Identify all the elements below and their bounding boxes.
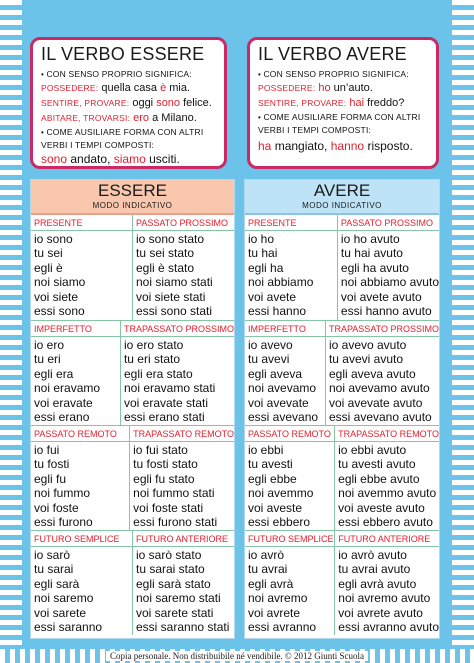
- verb-form: tu hai avuto: [340, 246, 403, 261]
- verb-form: voi eravate stati: [123, 395, 209, 410]
- verb-form: egli fu stato: [133, 471, 195, 486]
- verb-form: tu eri: [34, 352, 61, 367]
- avere-info-box: [247, 37, 439, 169]
- verb-form: egli ha: [248, 260, 284, 275]
- verb-form: egli aveva avuto: [328, 366, 416, 381]
- tense-block: [245, 320, 439, 425]
- verb-form: noi saremo: [34, 591, 94, 606]
- tense-column: [31, 215, 132, 320]
- tense-column: [245, 426, 334, 530]
- verb-form: voi foste stati: [133, 500, 204, 515]
- essere-info-box: [30, 37, 227, 169]
- verb-form: egli ha avuto: [340, 260, 409, 275]
- tense-block: [31, 530, 234, 635]
- essere-heading-1: • CON SENSO PROPRIO SIGNIFICA:: [41, 69, 192, 79]
- verb-form: noi abbiamo: [248, 275, 314, 290]
- verb-form: io avevo: [248, 338, 293, 352]
- tense-name: PRESENTE: [31, 217, 132, 231]
- verb-form: egli sarà stato: [136, 576, 211, 591]
- verb-form: tu avrai avuto: [338, 562, 411, 577]
- tense-name: FUTURO SEMPLICE: [245, 533, 334, 547]
- verb-form: noi avemmo: [248, 486, 314, 501]
- verb-form: io avrò avuto: [338, 548, 407, 562]
- left-stripe-border: [0, 0, 22, 663]
- tense-column: [245, 215, 337, 320]
- verb-form: voi foste: [34, 500, 79, 515]
- verb-form: tu fosti: [34, 457, 70, 472]
- verb-form: io ero: [34, 338, 65, 352]
- verb-form: essi hanno: [248, 304, 307, 319]
- verb-form: io ebbi avuto: [338, 443, 407, 457]
- verb-form: noi siamo: [34, 275, 86, 290]
- verb-form: essi sono stati: [136, 304, 213, 319]
- verb-form: tu hai: [248, 246, 278, 261]
- verb-form: essi avranno avuto: [338, 620, 439, 635]
- avere-table-verb: AVERE: [313, 181, 371, 200]
- verb-form: noi avevamo avuto: [328, 381, 430, 396]
- essere-example-3: ABITARE, TROVARSI: ero a Milano.: [41, 112, 197, 124]
- verb-form: noi saremo stati: [136, 591, 221, 606]
- verb-form: io sono: [34, 232, 73, 246]
- tense-column: [31, 426, 129, 530]
- tense-column: [132, 531, 234, 635]
- verb-form: io sarò: [34, 548, 71, 562]
- verb-form: essi avevano: [248, 410, 319, 425]
- tense-column: [325, 321, 439, 425]
- tense-name: FUTURO ANTERIORE: [133, 533, 234, 547]
- essere-example-1: POSSEDERE: quella casa è mia.: [41, 82, 191, 94]
- avere-table-mode: MODO INDICATIVO: [302, 201, 382, 210]
- tense-column: [129, 426, 234, 530]
- tense-column: [120, 321, 234, 425]
- verb-form: voi aveste avuto: [338, 500, 425, 515]
- verb-form: tu sarai stato: [136, 562, 205, 577]
- verb-form: essi avevano avuto: [328, 410, 432, 425]
- verb-form: io fui stato: [133, 443, 188, 457]
- tense-column: [337, 215, 439, 320]
- verb-form: tu sarai: [34, 562, 74, 577]
- essere-heading-2a: • COME AUSILIARE FORMA CON ALTRI: [41, 127, 204, 137]
- verb-form: voi avrete: [248, 605, 301, 620]
- verb-form: noi avemmo avuto: [338, 486, 437, 501]
- verb-form: essi furono stati: [133, 515, 218, 530]
- verb-form: voi avete avuto: [340, 289, 422, 304]
- verb-form: essi saranno: [34, 620, 103, 635]
- verb-form: voi aveste: [248, 500, 303, 515]
- avere-heading-2b: VERBI I TEMPI COMPOSTI:: [258, 125, 372, 135]
- avere-heading-2a: • COME AUSILIARE FORMA CON ALTRI: [258, 112, 421, 122]
- verb-form: egli ebbe: [248, 471, 297, 486]
- verb-form: egli era: [34, 366, 74, 381]
- tense-name: PRESENTE: [245, 217, 337, 231]
- verb-form: io ebbi: [248, 443, 284, 457]
- tense-name: TRAPASSATO PROSSIMO: [121, 323, 234, 337]
- essere-conjugation-table: [30, 179, 235, 639]
- verb-form: voi eravate: [34, 395, 93, 410]
- verb-form: essi saranno stati: [136, 620, 230, 635]
- tense-name: IMPERFETTO: [245, 323, 325, 337]
- essere-title: IL VERBO ESSERE: [41, 44, 205, 64]
- verb-form: egli era stato: [123, 366, 193, 381]
- verb-form: essi avranno: [248, 620, 317, 635]
- verb-form: noi avremo: [248, 591, 308, 606]
- tense-name: FUTURO ANTERIORE: [335, 533, 439, 547]
- essere-table-mode: MODO INDICATIVO: [92, 201, 173, 210]
- verb-form: noi abbiamo avuto: [340, 275, 439, 290]
- verb-form: io sono stato: [136, 232, 205, 246]
- tense-name: FUTURO SEMPLICE: [31, 533, 132, 547]
- tense-column: [31, 531, 132, 635]
- tense-column: [334, 426, 439, 530]
- verb-form: essi erano stati: [123, 410, 205, 425]
- verb-form: egli è stato: [136, 260, 195, 275]
- verb-form: noi eravamo stati: [123, 381, 216, 396]
- verb-form: essi furono: [34, 515, 93, 530]
- essere-table-header: [31, 180, 234, 215]
- verb-form: io fui: [34, 443, 60, 457]
- tense-name: TRAPASSATO REMOTO: [335, 428, 439, 442]
- copyright-footer: Copia personale. Non distribuibile né vendibile. © 2012 Giunti Scuola: [0, 650, 474, 663]
- verb-form: voi avete: [248, 289, 297, 304]
- avere-table-header: [245, 180, 439, 215]
- tense-block: [245, 215, 439, 320]
- verb-form: noi avremo avuto: [338, 591, 431, 606]
- tense-block: [31, 215, 234, 320]
- tense-name: TRAPASSATO REMOTO: [130, 428, 234, 442]
- verb-form: noi avevamo: [248, 381, 317, 396]
- verb-form: io ho avuto: [340, 232, 400, 246]
- essere-table-verb: ESSERE: [98, 181, 167, 200]
- avere-heading-1: • CON SENSO PROPRIO SIGNIFICA:: [258, 69, 409, 79]
- essere-heading-2b: VERBI I TEMPI COMPOSTI:: [41, 140, 155, 150]
- tense-name: PASSATO REMOTO: [31, 428, 129, 442]
- verb-form: io sarò stato: [136, 548, 202, 562]
- verb-form: tu avevi: [248, 352, 290, 367]
- tense-name: TRAPASSATO PROSSIMO: [326, 323, 439, 337]
- tense-column: [245, 531, 334, 635]
- verb-form: egli fu: [34, 471, 67, 486]
- essere-example-2: SENTIRE, PROVARE: oggi sono felice.: [41, 97, 212, 109]
- verb-form: io ho: [248, 232, 275, 246]
- verb-form: voi sarete stati: [136, 605, 214, 620]
- verb-form: essi ebbero: [248, 515, 311, 530]
- right-stripe-border: [452, 0, 474, 663]
- avere-conjugation-table: [244, 179, 440, 639]
- verb-form: noi siamo stati: [136, 275, 213, 290]
- tense-column: [132, 215, 234, 320]
- verb-form: egli avrà avuto: [338, 576, 417, 591]
- tense-block: [31, 320, 234, 425]
- verb-form: essi ebbero avuto: [338, 515, 433, 530]
- verb-form: io ero stato: [123, 338, 184, 352]
- verb-form: tu avrai: [248, 562, 288, 577]
- verb-form: egli aveva: [248, 366, 303, 381]
- verb-form: voi sarete: [34, 605, 87, 620]
- tense-column: [31, 321, 120, 425]
- verb-form: essi hanno avuto: [340, 304, 432, 319]
- verb-form: voi avevate: [248, 395, 309, 410]
- verb-form: essi sono: [34, 304, 85, 319]
- tense-name: PASSATO PROSSIMO: [338, 217, 439, 231]
- avere-example-1: POSSEDERE: ho un’auto.: [258, 82, 373, 94]
- verb-form: tu eri stato: [123, 352, 180, 367]
- verb-form: egli sarà: [34, 576, 80, 591]
- verb-form: tu avevi avuto: [328, 352, 404, 367]
- verb-form: voi siete: [34, 289, 79, 304]
- tense-column: [245, 321, 325, 425]
- verb-form: tu fosti stato: [133, 457, 198, 472]
- tense-block: [245, 530, 439, 635]
- verb-form: egli è: [34, 260, 63, 275]
- verb-form: io avevo avuto: [328, 338, 407, 352]
- tense-block: [31, 425, 234, 530]
- verb-form: voi siete stati: [136, 289, 206, 304]
- verb-form: tu avesti avuto: [338, 457, 416, 472]
- tense-name: PASSATO PROSSIMO: [133, 217, 234, 231]
- verb-form: voi avrete avuto: [338, 605, 423, 620]
- avere-example-3: ha mangiato, hanno risposto.: [258, 139, 413, 153]
- verb-form: tu sei stato: [136, 246, 195, 261]
- verb-form: tu avesti: [248, 457, 293, 472]
- verb-form: tu sei: [34, 246, 63, 261]
- verb-form: essi erano: [34, 410, 90, 425]
- tense-column: [334, 531, 439, 635]
- tense-block: [245, 425, 439, 530]
- verb-form: noi fummo stati: [133, 486, 215, 501]
- verb-form: voi avevate avuto: [328, 395, 423, 410]
- avere-example-2: SENTIRE, PROVARE: hai freddo?: [258, 97, 405, 109]
- verb-form: noi fummo: [34, 486, 91, 501]
- tense-name: PASSATO REMOTO: [245, 428, 334, 442]
- verb-form: egli ebbe avuto: [338, 471, 420, 486]
- tense-name: IMPERFETTO: [31, 323, 120, 337]
- verb-form: io avrò: [248, 548, 285, 562]
- verb-form: egli avrà: [248, 576, 294, 591]
- avere-title: IL VERBO AVERE: [258, 44, 407, 64]
- essere-example-4: sono andato, siamo usciti.: [41, 152, 180, 166]
- verb-form: noi eravamo: [34, 381, 101, 396]
